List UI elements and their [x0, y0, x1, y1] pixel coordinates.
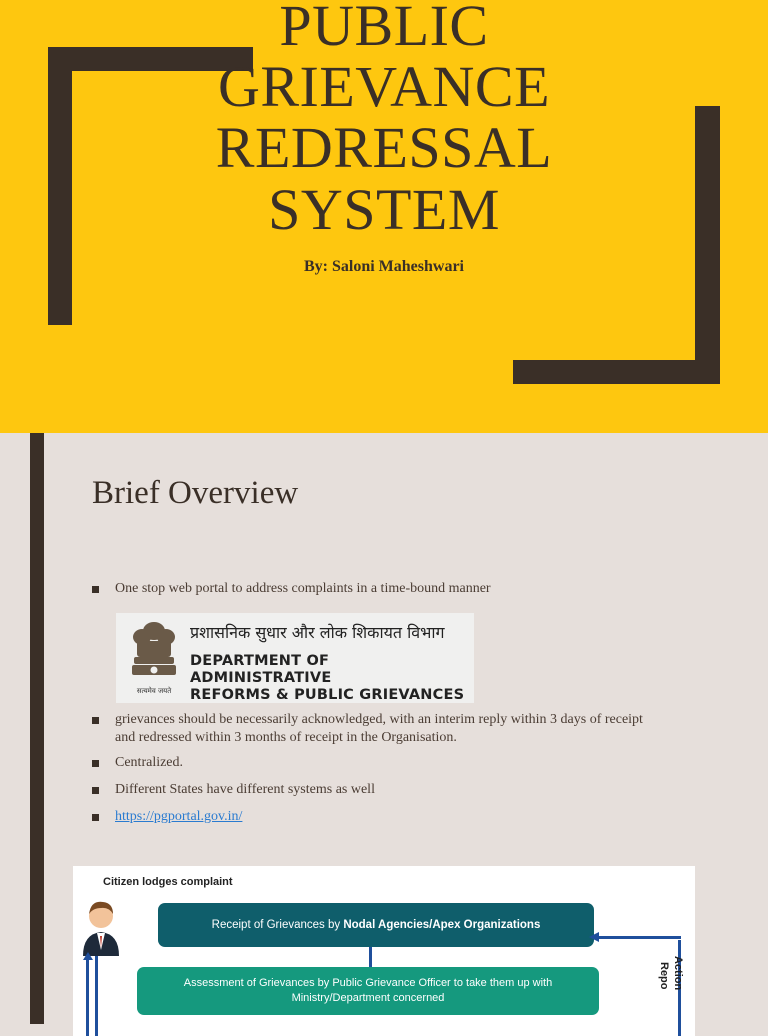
bracket-bottom-right-horizontal	[513, 360, 720, 384]
bullet-square-icon	[92, 760, 99, 767]
title-line-4: SYSTEM	[268, 177, 500, 242]
department-name-hindi: प्रशासनिक सुधार और लोक शिकायत विभाग	[190, 623, 445, 642]
bullet-item	[92, 808, 662, 826]
bullet-square-icon	[92, 787, 99, 794]
bullet-text: Different States have different systems as well	[115, 782, 375, 797]
report-label: Repo	[658, 962, 670, 990]
bullet-square-icon	[92, 586, 99, 593]
assessment-box-line-2: Ministry/Department concerned	[291, 992, 445, 1004]
author-byline: By: Saloni Maheshwari	[303, 258, 464, 275]
connector-line-left-inner	[95, 956, 98, 1036]
title-slide	[0, 0, 768, 433]
connector-line-center	[369, 947, 372, 967]
department-name-line-1: DEPARTMENT OF ADMINISTRATIVE	[190, 653, 332, 686]
receipt-box-prefix: Receipt of Grievances by	[211, 919, 344, 931]
title-line-2: GRIEVANCE	[217, 54, 551, 119]
bullet-text: Centralized.	[115, 755, 184, 770]
bullet-text: One stop web portal to address complaints in a time-bound manner	[115, 581, 491, 596]
action-label: Action	[672, 956, 684, 991]
receipt-of-grievances-box	[158, 903, 594, 947]
arrow-head-up-icon	[83, 952, 93, 960]
bullet-item	[92, 781, 662, 799]
slide-accent-bar	[30, 433, 44, 1024]
national-emblem-icon	[122, 615, 186, 703]
citizen-person-icon	[79, 896, 123, 956]
department-name-english	[190, 653, 474, 704]
bullet-square-icon	[92, 814, 99, 821]
emblem-caption: सत्यमेव जयते	[136, 687, 172, 695]
bullet-square-icon	[92, 717, 99, 724]
title-line-1: PUBLIC	[279, 0, 489, 58]
arrow-head-left-icon	[589, 932, 599, 942]
bullet-item	[92, 580, 662, 598]
bullet-text: grievances should be necessarily acknowledged, with an interim reply within 3 days of receipt and redressed within 3 months of receipt in the Organisation.	[115, 712, 643, 745]
bullet-item	[92, 754, 662, 772]
title-line-3: REDRESSAL	[215, 115, 553, 180]
receipt-box-bold: Nodal Agencies/Apex Organizations	[343, 919, 541, 931]
assessment-box-line-1: Assessment of Grievances by Public Grievance Officer to take them up with	[183, 977, 553, 989]
citizen-label: Citizen lodges complaint	[103, 876, 233, 888]
pgportal-link[interactable]: https://pgportal.gov.in/	[115, 809, 243, 824]
connector-line-left-outer	[86, 956, 89, 1036]
bullet-item	[92, 711, 662, 747]
connector-line-top	[595, 936, 681, 939]
overview-title: Brief Overview	[92, 475, 299, 511]
department-logo	[116, 613, 474, 703]
action-report-label	[657, 956, 685, 990]
department-name-line-2: REFORMS & PUBLIC GRIEVANCES	[190, 687, 465, 703]
grievance-flow-diagram	[73, 866, 695, 1036]
assessment-of-grievances-box	[137, 967, 599, 1015]
